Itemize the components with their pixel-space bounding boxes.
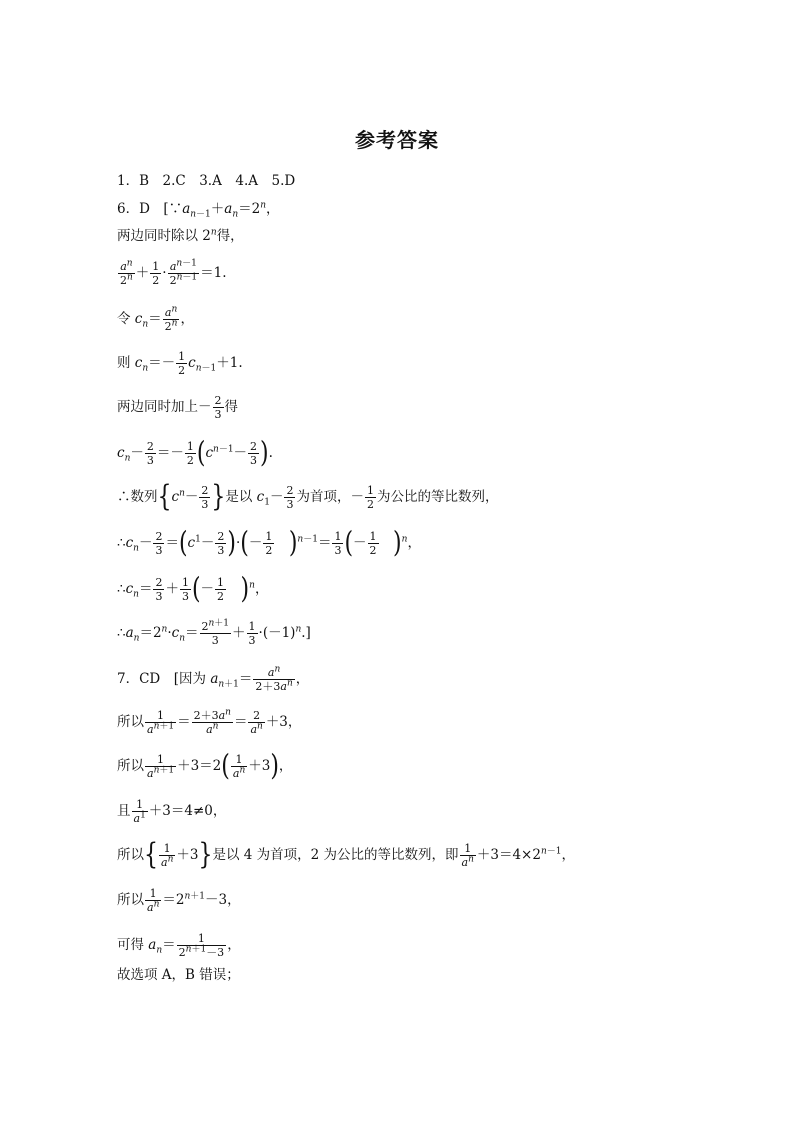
q6-cn-result: $\therefore c_n=$ $\frac{2}{3}$ ＋ $\frac{1}{3}$ (－ $\frac{1}{2}$ )$^n$， — [117, 572, 269, 606]
q6-step-divide-tail: 得， — [216, 228, 244, 244]
q7-geo-sequence: 所以{ $\frac{1}{a^n}$ ＋3}是以 4 为首项，2 为公比的等比数列，即 $\frac{1}{a^n}$ $+3=4\times 2^{n-1}$， — [117, 838, 575, 872]
q7-reciprocal: 所以 $\frac{1}{a^{n+1}}$ ＝ $\frac{2+3a^n}{a^n}$ ＝ $\frac{2}{a^n}$ ＋3， — [117, 707, 302, 736]
q6-geo-mid1: 是以 — [225, 489, 257, 505]
q6-then-text: 则 — [117, 355, 135, 371]
q7-so-4: 所以 — [117, 892, 144, 908]
q6-let-c: 令 $c_n=$ $\frac{a^n}{2^n}$ ， — [117, 304, 194, 333]
q7-so-3: 所以 — [117, 847, 144, 863]
q6-geo-prefix: ∴数列 — [117, 489, 158, 505]
q6-step-add-tail: 得 — [224, 399, 238, 415]
q6-let-text: 令 — [117, 311, 135, 327]
q7-geo-mid: 是以 4 为首项，2 为公比的等比数列，即 — [212, 847, 459, 863]
q7-conclusion: 故选项 A，B 错误； — [117, 967, 240, 983]
answers-row-1-5: 1．B 2.C 3.A 4.A 5.D — [117, 173, 296, 189]
q7-initial: 且 $\frac{1}{a^1}$ ＋3＝4≠0， — [117, 798, 227, 825]
q7-lead: 7．CD [因为 $a_{n+1}=$ $\frac{a^n}{2+3a^n}$ ， — [117, 664, 310, 693]
q7-so-1: 所以 — [117, 714, 144, 730]
q6-cn-formula: $\therefore c_n-$ $\frac{2}{3}$ $=(c^1-$ $\frac{2}{3}$ )·(－ $\frac{1}{2}$ )$^{n-1}$＝ $\frac{1}{3}$ (－ $\frac{1}{2}$ )$^n$， — [117, 526, 421, 560]
page-title: 参考答案 — [355, 128, 439, 152]
q6-geo-sequence: ∴数列{$c^n-$ $\frac{2}{3}$ }是以 $c_1-$ $\frac{2}{3}$ 为首项，－ $\frac{1}{2}$ 为公比的等比数列， — [117, 480, 499, 514]
q6-step-add: 两边同时加上－ $\frac{2}{3}$ 得 — [117, 394, 238, 421]
q7-lead-text: 7．CD [因为 — [117, 671, 211, 687]
q6-eq-divided: $\frac{a^n}{2^n}$ ＋ $\frac{1}{2}$ · $\frac{a^{n-1}}{2^{n-1}}$ ＝1. — [120, 258, 227, 287]
q7-can-get: 可得 — [117, 937, 149, 953]
q6-recurrence: 则 $c_n=-$ $\frac{1}{2}$ $c_{n-1}+1$. — [117, 350, 243, 377]
q7-shifted: 所以 $\frac{1}{a^{n+1}}$ ＋3＝2( $\frac{1}{a^n}$ ＋3)， — [117, 749, 293, 783]
q6-lead-text: 6．D [∵ — [117, 201, 183, 217]
q6-an-result: $\therefore a_n=2^n\cdot c_n=$ $\frac{2^{n+1}}{3}$ ＋ $\frac{1}{3}$ $\cdot(-1)^n$.] — [117, 618, 311, 647]
q7-so-2: 所以 — [117, 758, 144, 774]
q6-step-divide-text: 两边同时除以 2 — [117, 228, 211, 244]
q7-reciprocal-result: 所以 $\frac{1}{a^n}$ $=2^{n+1}-3$， — [117, 887, 241, 914]
q6-geo-tail: 为公比的等比数列， — [376, 489, 499, 505]
q7-and: 且 — [117, 803, 131, 819]
q6-step-add-text: 两边同时加上－ — [117, 399, 212, 415]
q6-lead: 6．D [$\because a_{n-1}+a_n=2^n$， — [117, 200, 280, 220]
q6-step-divide: 两边同时除以 2$^n$得， — [117, 227, 244, 244]
q6-shifted-eq: $c_n-$ $\frac{2}{3}$ ＝－ $\frac{1}{2}$ ($c^{n-1}-$ $\frac{2}{3}$ ). — [117, 436, 273, 470]
q6-geo-mid2: 为首项，－ — [296, 489, 364, 505]
q7-an-result: 可得 $a_n=$ $\frac{1}{2^{n+1}-3}$ ， — [117, 932, 241, 959]
